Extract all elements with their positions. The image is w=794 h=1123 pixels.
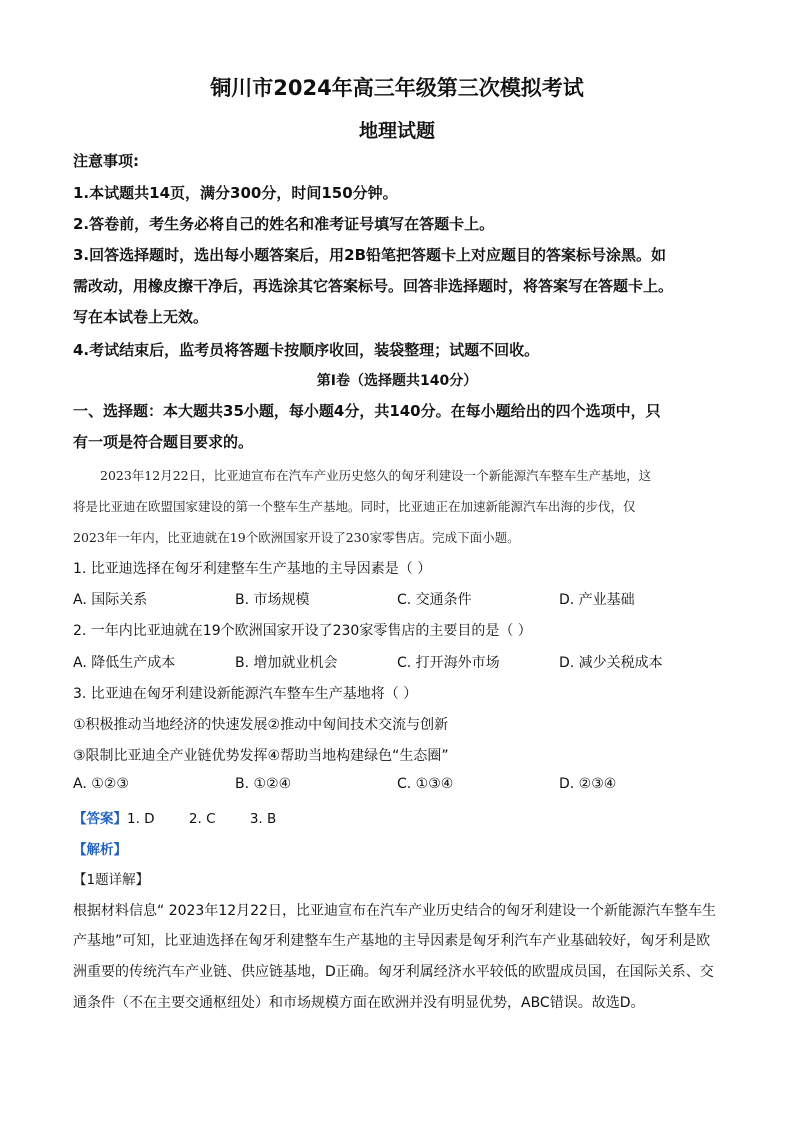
question-statement: ①积极推动当地经济的快速发展②推动中匈间技术交流与创新: [73, 717, 449, 733]
option-d: D. ②③④: [559, 776, 617, 792]
option-a: A. ①②③: [73, 776, 129, 792]
material-text: 将是比亚迪在欧盟国家建设的第一个整车生产基地。同时，比亚迪正在加速新能源汽车出海的步伐，仅: [73, 499, 636, 514]
material-text: 2023年一年内，比亚迪就在19个欧洲国家开设了230家零售店。完成下面小题。: [73, 530, 520, 545]
material-text: 2023年12月22日，比亚迪宣布在汽车产业历史悠久的匈牙利建设一个新能源汽车整车生产基地，这: [100, 468, 652, 483]
analysis-label: 【解析】: [73, 842, 127, 858]
notice-item: 1.本试题共14页，满分300分，时间150分钟。: [73, 184, 398, 202]
analysis-text: 通条件（不在主要交通枢纽处）和市场规模方面在欧洲并没有明显优势，ABC错误。故选D。: [73, 995, 645, 1011]
option-a: A. 国际关系: [73, 592, 148, 608]
option-b: B. 增加就业机会: [235, 655, 338, 671]
option-b: B. 市场规模: [235, 592, 310, 608]
option-c: C. ①③④: [397, 776, 454, 792]
analysis-text: 产基地”可知，比亚迪选择在匈牙利建整车生产基地的主导因素是匈牙利汽车产业基础较好，匈牙利是欧: [73, 933, 711, 949]
question-stem: 2. 一年内比亚迪就在19个欧洲国家开设了230家零售店的主要目的是（ ）: [73, 623, 532, 639]
notice-item: 4.考试结束后，监考员将答题卡按顺序收回，装袋整理；试题不回收。: [73, 341, 540, 359]
question-stem: 1. 比亚迪选择在匈牙利建整车生产基地的主导因素是（ ）: [73, 561, 432, 577]
notice-item: 需改动，用橡皮擦干净后，再选涂其它答案标号。回答非选择题时，将答案写在答题卡上。: [73, 277, 674, 295]
answer-label: 【答案】: [73, 811, 127, 827]
exam-subject: 地理试题: [358, 120, 435, 142]
section-instruction: 有一项是符合题目要求的。: [73, 433, 254, 451]
section-instruction: 一、选择题：本大题共35小题，每小题4分，共140分。在每小题给出的四个选项中，只: [73, 402, 661, 420]
notice-heading: 注意事项:: [73, 152, 139, 170]
question-stem: 3. 比亚迪在匈牙利建设新能源汽车整车生产基地将（ ）: [73, 686, 418, 702]
option-c: C. 交通条件: [397, 592, 472, 608]
option-a: A. 降低生产成本: [73, 655, 176, 671]
analysis-text: 洲重要的传统汽车产业链、供应链基地，D正确。匈牙利属经济水平较低的欧盟成员国，在国际关系、交: [73, 964, 714, 980]
analysis-text: 根据材料信息“ 2023年12月22日，比亚迪宣布在汽车产业历史结合的匈牙利建设一个新能源汽车整车生: [73, 903, 716, 919]
option-d: D. 产业基础: [559, 592, 635, 608]
answer-line: [73, 807, 276, 827]
analysis-detail-label: 【1题详解】: [73, 872, 150, 888]
option-b: B. ①②④: [235, 776, 292, 792]
exam-title: 铜川市2024年高三年级第三次模拟考试: [210, 76, 584, 100]
option-c: C. 打开海外市场: [397, 655, 500, 671]
notice-item: 写在本试卷上无效。: [73, 308, 209, 326]
notice-item: 3.回答选择题时，选出每小题答案后，用2B铅笔把答题卡上对应题目的答案标号涂黑。如: [73, 246, 667, 264]
part-title: 第I卷（选择题共140分）: [316, 373, 478, 389]
option-d: D. 减少关税成本: [559, 655, 663, 671]
question-statement: ③限制比亚迪全产业链优势发挥④帮助当地构建绿色“生态圈”: [73, 748, 449, 764]
notice-item: 2.答卷前，考生务必将自己的姓名和准考证号填写在答题卡上。: [73, 215, 495, 233]
answer-values: 1. D 2. C 3. B: [127, 811, 277, 827]
